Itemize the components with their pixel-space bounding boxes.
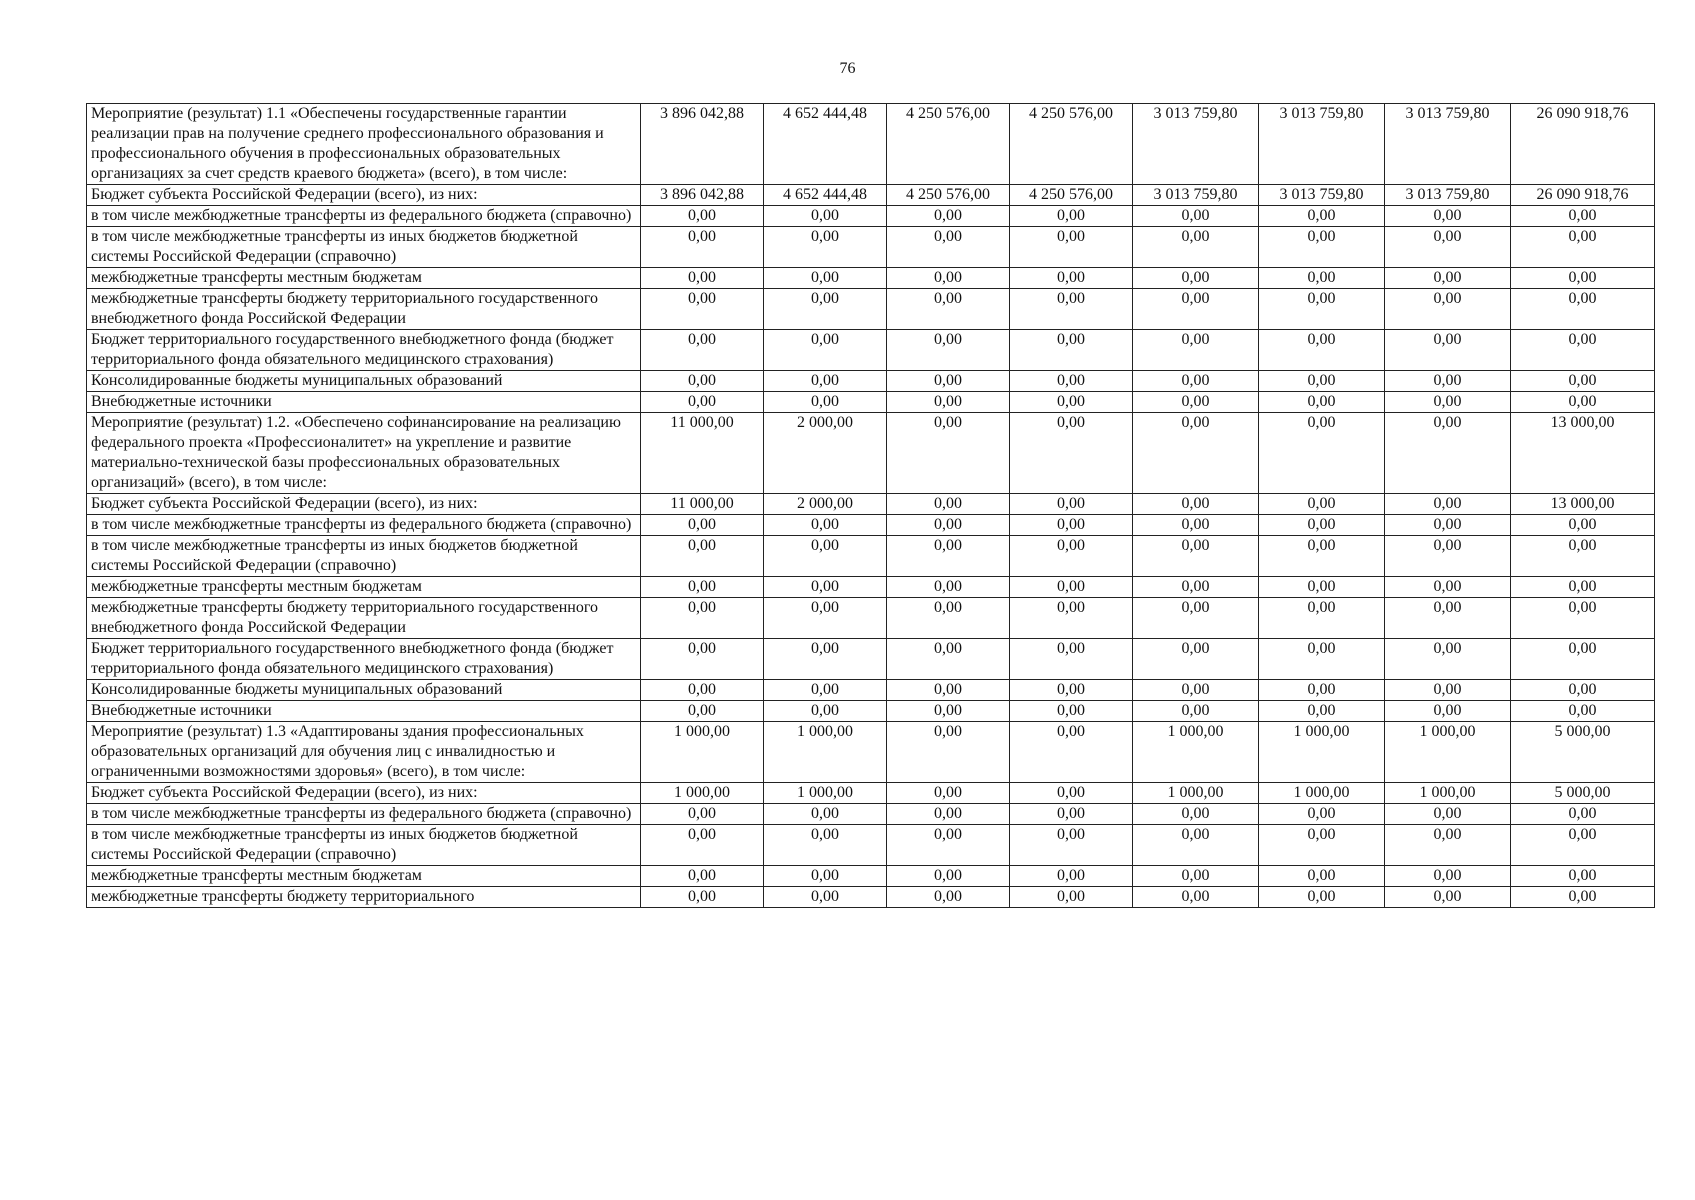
table-row [87,392,1655,413]
value-cell: 0,00 [1385,680,1511,701]
row-label: межбюджетные трансферты бюджету территориального государственного внебюджетного фонда Российской Федерации [87,289,641,330]
value-cell: 0,00 [887,227,1010,268]
row-total: 0,00 [1511,598,1655,639]
value-cell: 0,00 [764,268,887,289]
value-cell: 11 000,00 [641,494,764,515]
value-cell: 4 250 576,00 [1010,185,1133,206]
row-label: Мероприятие (результат) 1.1 «Обеспечены государственные гарантии реализации прав на получение среднего профессионального образования и профессионального обучения в профессиональных образовательных организациях за счет средств краевого бюджета» (всего), в том числе: [87,104,641,185]
value-cell: 0,00 [1259,330,1385,371]
value-cell: 0,00 [1133,804,1259,825]
value-cell: 1 000,00 [764,783,887,804]
value-cell: 0,00 [764,598,887,639]
value-cell: 0,00 [1385,371,1511,392]
row-total: 13 000,00 [1511,494,1655,515]
row-total: 0,00 [1511,515,1655,536]
value-cell: 0,00 [1010,722,1133,783]
value-cell: 0,00 [1385,866,1511,887]
row-label: Бюджет субъекта Российской Федерации (всего), из них: [87,185,641,206]
value-cell: 0,00 [764,206,887,227]
value-cell: 2 000,00 [764,413,887,494]
value-cell: 0,00 [764,866,887,887]
value-cell: 0,00 [764,804,887,825]
value-cell: 0,00 [641,536,764,577]
value-cell: 4 250 576,00 [1010,104,1133,185]
value-cell: 0,00 [887,866,1010,887]
value-cell: 3 896 042,88 [641,185,764,206]
value-cell: 0,00 [641,680,764,701]
row-total: 0,00 [1511,536,1655,577]
value-cell: 0,00 [1259,598,1385,639]
value-cell: 0,00 [764,536,887,577]
value-cell: 0,00 [1259,371,1385,392]
row-label: межбюджетные трансферты местным бюджетам [87,268,641,289]
value-cell: 0,00 [1385,804,1511,825]
value-cell: 0,00 [887,804,1010,825]
value-cell: 0,00 [1010,804,1133,825]
table-row [87,866,1655,887]
row-label: Консолидированные бюджеты муниципальных образований [87,371,641,392]
table-row [87,783,1655,804]
row-total: 0,00 [1511,804,1655,825]
value-cell: 0,00 [1385,639,1511,680]
value-cell: 0,00 [1133,639,1259,680]
row-total: 0,00 [1511,392,1655,413]
value-cell: 3 013 759,80 [1133,104,1259,185]
value-cell: 0,00 [1385,825,1511,866]
row-label: межбюджетные трансферты бюджету территориального [87,887,641,908]
value-cell: 0,00 [1385,494,1511,515]
value-cell: 3 013 759,80 [1385,104,1511,185]
row-total: 26 090 918,76 [1511,104,1655,185]
table-row [87,887,1655,908]
value-cell: 0,00 [1259,887,1385,908]
value-cell: 4 652 444,48 [764,104,887,185]
value-cell: 0,00 [1385,887,1511,908]
value-cell: 0,00 [1133,887,1259,908]
value-cell: 0,00 [887,392,1010,413]
value-cell: 0,00 [1133,866,1259,887]
value-cell: 0,00 [1010,392,1133,413]
table-row [87,825,1655,866]
value-cell: 0,00 [887,206,1010,227]
table-row [87,722,1655,783]
value-cell: 0,00 [764,701,887,722]
table-row [87,330,1655,371]
value-cell: 0,00 [1010,494,1133,515]
value-cell: 0,00 [641,392,764,413]
value-cell: 0,00 [764,371,887,392]
table-row [87,104,1655,185]
table-row [87,371,1655,392]
row-label: Бюджет территориального государственного внебюджетного фонда (бюджет территориального фонда обязательного медицинского страхования) [87,330,641,371]
value-cell: 1 000,00 [641,783,764,804]
value-cell: 0,00 [641,577,764,598]
value-cell: 0,00 [1133,206,1259,227]
value-cell: 0,00 [1385,289,1511,330]
row-label: Бюджет субъекта Российской Федерации (всего), из них: [87,783,641,804]
value-cell: 0,00 [1133,494,1259,515]
row-total: 0,00 [1511,330,1655,371]
value-cell: 0,00 [1133,680,1259,701]
value-cell: 0,00 [1133,577,1259,598]
row-total: 13 000,00 [1511,413,1655,494]
value-cell: 0,00 [1259,701,1385,722]
value-cell: 0,00 [1259,494,1385,515]
value-cell: 0,00 [764,887,887,908]
value-cell: 0,00 [641,887,764,908]
value-cell: 0,00 [641,701,764,722]
value-cell: 0,00 [1259,227,1385,268]
table-row [87,515,1655,536]
row-label: Бюджет территориального государственного внебюджетного фонда (бюджет территориального фонда обязательного медицинского страхования) [87,639,641,680]
value-cell: 4 652 444,48 [764,185,887,206]
row-total: 0,00 [1511,268,1655,289]
value-cell: 1 000,00 [1259,783,1385,804]
value-cell: 0,00 [1259,825,1385,866]
value-cell: 0,00 [1010,598,1133,639]
row-total: 26 090 918,76 [1511,185,1655,206]
value-cell: 0,00 [887,680,1010,701]
row-total: 0,00 [1511,289,1655,330]
value-cell: 0,00 [641,515,764,536]
row-label: Внебюджетные источники [87,392,641,413]
value-cell: 0,00 [1010,413,1133,494]
row-label: в том числе межбюджетные трансферты из иных бюджетов бюджетной системы Российской Федерации (справочно) [87,825,641,866]
value-cell: 4 250 576,00 [887,185,1010,206]
value-cell: 0,00 [887,722,1010,783]
row-total: 0,00 [1511,680,1655,701]
value-cell: 0,00 [1259,413,1385,494]
value-cell: 0,00 [1010,289,1133,330]
value-cell: 0,00 [641,825,764,866]
value-cell: 1 000,00 [1385,783,1511,804]
value-cell: 0,00 [764,330,887,371]
value-cell: 0,00 [1385,577,1511,598]
table-row [87,289,1655,330]
table-row [87,185,1655,206]
value-cell: 0,00 [1010,639,1133,680]
row-total: 5 000,00 [1511,783,1655,804]
table-row [87,413,1655,494]
page-number: 76 [839,60,856,77]
row-label: в том числе межбюджетные трансферты из федерального бюджета (справочно) [87,515,641,536]
value-cell: 0,00 [1010,680,1133,701]
table-row [87,577,1655,598]
value-cell: 0,00 [1385,515,1511,536]
value-cell: 0,00 [887,413,1010,494]
value-cell: 1 000,00 [1133,783,1259,804]
value-cell: 0,00 [1259,680,1385,701]
value-cell: 0,00 [1259,804,1385,825]
table-row [87,494,1655,515]
row-label: межбюджетные трансферты местным бюджетам [87,577,641,598]
value-cell: 4 250 576,00 [887,104,1010,185]
value-cell: 0,00 [641,639,764,680]
value-cell: 0,00 [764,639,887,680]
row-total: 0,00 [1511,887,1655,908]
value-cell: 0,00 [887,825,1010,866]
value-cell: 0,00 [1385,330,1511,371]
value-cell: 0,00 [764,289,887,330]
row-label: Бюджет субъекта Российской Федерации (всего), из них: [87,494,641,515]
value-cell: 0,00 [887,701,1010,722]
value-cell: 0,00 [1010,887,1133,908]
value-cell: 11 000,00 [641,413,764,494]
value-cell: 0,00 [1385,268,1511,289]
value-cell: 0,00 [1010,866,1133,887]
value-cell: 0,00 [1133,825,1259,866]
value-cell: 0,00 [1133,598,1259,639]
value-cell: 0,00 [764,577,887,598]
value-cell: 0,00 [887,639,1010,680]
value-cell: 3 013 759,80 [1385,185,1511,206]
value-cell: 0,00 [887,494,1010,515]
value-cell: 0,00 [887,577,1010,598]
value-cell: 0,00 [887,268,1010,289]
value-cell: 0,00 [641,289,764,330]
value-cell: 0,00 [1010,825,1133,866]
row-label: Мероприятие (результат) 1.3 «Адаптированы здания профессиональных образовательных организаций для обучения лиц с инвалидностью и ограниченными возможностями здоровья» (всего), в том числе: [87,722,641,783]
value-cell: 0,00 [1010,268,1133,289]
value-cell: 0,00 [1133,413,1259,494]
value-cell: 3 013 759,80 [1259,185,1385,206]
value-cell: 0,00 [1010,536,1133,577]
value-cell: 0,00 [1385,227,1511,268]
table-row [87,227,1655,268]
value-cell: 0,00 [641,206,764,227]
table-row [87,701,1655,722]
value-cell: 0,00 [1385,413,1511,494]
value-cell: 0,00 [887,536,1010,577]
value-cell: 0,00 [1010,701,1133,722]
value-cell: 0,00 [764,680,887,701]
value-cell: 0,00 [641,227,764,268]
value-cell: 0,00 [1133,227,1259,268]
value-cell: 0,00 [887,598,1010,639]
value-cell: 0,00 [1133,515,1259,536]
row-label: межбюджетные трансферты местным бюджетам [87,866,641,887]
value-cell: 0,00 [641,804,764,825]
value-cell: 0,00 [1133,392,1259,413]
value-cell: 0,00 [887,289,1010,330]
table-row [87,268,1655,289]
value-cell: 0,00 [1259,392,1385,413]
value-cell: 0,00 [887,515,1010,536]
value-cell: 0,00 [1010,330,1133,371]
value-cell: 0,00 [1133,289,1259,330]
value-cell: 0,00 [1259,577,1385,598]
value-cell: 1 000,00 [764,722,887,783]
value-cell: 0,00 [1385,206,1511,227]
value-cell: 0,00 [1385,536,1511,577]
value-cell: 3 896 042,88 [641,104,764,185]
value-cell: 0,00 [1133,701,1259,722]
value-cell: 0,00 [1385,701,1511,722]
value-cell: 3 013 759,80 [1133,185,1259,206]
table-row [87,598,1655,639]
value-cell: 0,00 [641,598,764,639]
row-total: 0,00 [1511,639,1655,680]
row-label: межбюджетные трансферты бюджету территориального государственного внебюджетного фонда Российской Федерации [87,598,641,639]
value-cell: 0,00 [641,866,764,887]
value-cell: 0,00 [764,825,887,866]
value-cell: 0,00 [1259,289,1385,330]
value-cell: 0,00 [887,783,1010,804]
value-cell: 1 000,00 [1385,722,1511,783]
value-cell: 0,00 [1259,639,1385,680]
row-total: 0,00 [1511,206,1655,227]
value-cell: 0,00 [1385,598,1511,639]
value-cell: 0,00 [1010,577,1133,598]
value-cell: 0,00 [887,330,1010,371]
value-cell: 0,00 [764,392,887,413]
value-cell: 0,00 [1259,536,1385,577]
row-label: Мероприятие (результат) 1.2. «Обеспечено софинансирование на реализацию федерального проекта «Профессионалитет» на укрепление и развитие материально-технической базы профессиональных образовательных организаций» (всего), в том числе: [87,413,641,494]
value-cell: 0,00 [1259,866,1385,887]
value-cell: 0,00 [1010,206,1133,227]
value-cell: 2 000,00 [764,494,887,515]
row-label: в том числе межбюджетные трансферты из иных бюджетов бюджетной системы Российской Федерации (справочно) [87,536,641,577]
value-cell: 0,00 [1259,206,1385,227]
value-cell: 0,00 [887,371,1010,392]
value-cell: 1 000,00 [1259,722,1385,783]
value-cell: 0,00 [1133,330,1259,371]
value-cell: 0,00 [887,887,1010,908]
value-cell: 0,00 [1010,515,1133,536]
row-total: 0,00 [1511,227,1655,268]
value-cell: 0,00 [1010,783,1133,804]
row-label: в том числе межбюджетные трансферты из федерального бюджета (справочно) [87,804,641,825]
row-total: 0,00 [1511,701,1655,722]
row-total: 5 000,00 [1511,722,1655,783]
value-cell: 0,00 [1010,227,1133,268]
value-cell: 0,00 [1385,392,1511,413]
table-row [87,680,1655,701]
table-row [87,639,1655,680]
value-cell: 0,00 [641,371,764,392]
table-row [87,206,1655,227]
row-total: 0,00 [1511,371,1655,392]
table-row [87,804,1655,825]
value-cell: 0,00 [1133,371,1259,392]
row-label: в том числе межбюджетные трансферты из федерального бюджета (справочно) [87,206,641,227]
budget-table [86,103,1655,908]
value-cell: 0,00 [1133,536,1259,577]
value-cell: 0,00 [1259,515,1385,536]
row-total: 0,00 [1511,577,1655,598]
value-cell: 0,00 [1010,371,1133,392]
row-label: в том числе межбюджетные трансферты из иных бюджетов бюджетной системы Российской Федерации (справочно) [87,227,641,268]
value-cell: 3 013 759,80 [1259,104,1385,185]
value-cell: 1 000,00 [641,722,764,783]
row-total: 0,00 [1511,866,1655,887]
value-cell: 0,00 [641,268,764,289]
row-label: Консолидированные бюджеты муниципальных образований [87,680,641,701]
row-total: 0,00 [1511,825,1655,866]
value-cell: 0,00 [1259,268,1385,289]
value-cell: 0,00 [641,330,764,371]
value-cell: 0,00 [764,227,887,268]
table-row [87,536,1655,577]
value-cell: 0,00 [764,515,887,536]
row-label: Внебюджетные источники [87,701,641,722]
value-cell: 0,00 [1133,268,1259,289]
value-cell: 1 000,00 [1133,722,1259,783]
